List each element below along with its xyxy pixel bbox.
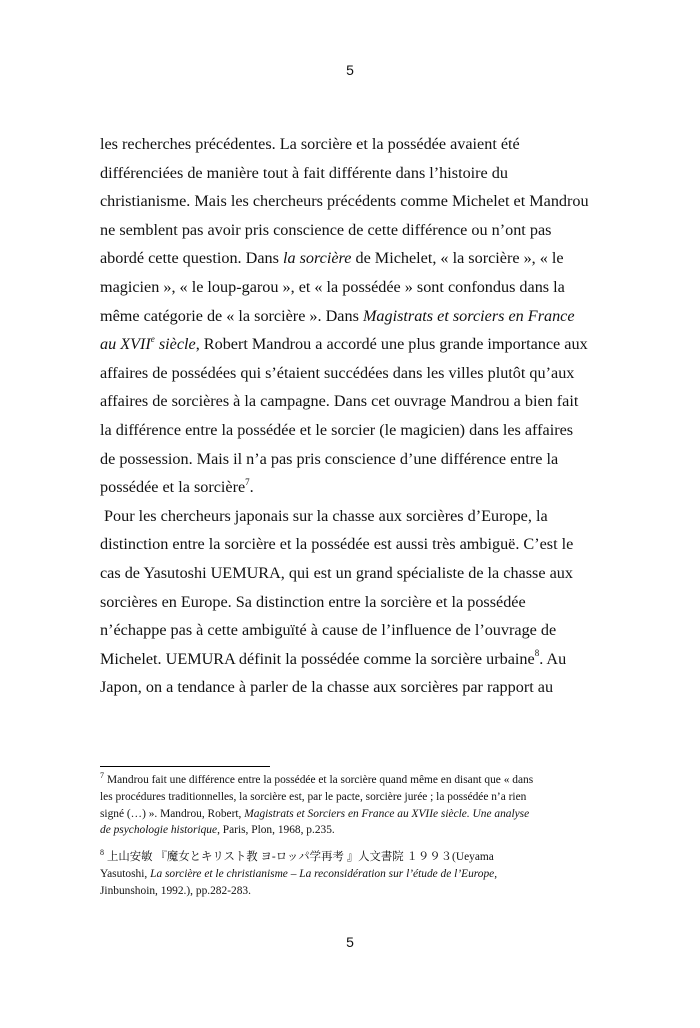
- text-line: Michelet. UEMURA définit la possédée comme la sorcière urbaine$^8$. Au: [100, 648, 567, 668]
- footnote-gap: [100, 839, 610, 849]
- footnote-7-line: les procédures traditionnelles, la sorcière est, par le pacte, sorcière jurée ; la possédée n’a rien: [100, 790, 527, 803]
- footnote-7-line: $^7$ Mandrou fait une différence entre la possédée et la sorcière quand même en disant que « dans: [100, 771, 534, 786]
- book-title-magistrats: Magistrats et sorciers en France: [362, 306, 575, 325]
- footnote-8-line: $^8$ 上山安敏 『魔女とキリスト教 ヨ-ロッパ学再考 』人文書院 １９９３(Ueyama: [100, 848, 494, 864]
- text-line: n’échappe pas à cette ambiguïté à cause de l’influence de l’ouvrage de: [100, 621, 557, 640]
- text-line: sorcières en Europe. Sa distinction entre la sorcière et la possédée: [100, 592, 526, 611]
- footnote-7-mark: 7: [100, 771, 104, 781]
- text-line: Pour les chercheurs japonais sur la chasse aux sorcières d’Europe, la: [104, 506, 548, 525]
- footnote-8-mark: 8: [100, 848, 104, 858]
- text-line: la différence entre la possédée et le sorcier (le magicien) dans les affaires: [100, 420, 574, 439]
- text-line: au XVIIe siècle, Robert Mandrou a accordé une plus grande importance aux: [100, 333, 588, 354]
- text-line: cas de Yasutoshi UEMURA, qui est un grand spécialiste de la chasse aux: [100, 563, 573, 582]
- body-text: [100, 130, 600, 702]
- footnote-7-line: de psychologie historique, Paris, Plon, 1968, p.235.: [100, 824, 335, 837]
- text-line: même catégorie de « la sorcière ». Dans Magistrats et sorciers en France: [100, 306, 575, 325]
- text-line: christianisme. Mais les chercheurs précédents comme Michelet et Mandrou: [100, 192, 589, 211]
- footnotes: [100, 772, 610, 900]
- page-number-top: 5: [346, 62, 354, 78]
- book-title-la-sorciere: la sorcière: [282, 249, 352, 268]
- footnote-ref-7[interactable]: 7: [245, 476, 250, 487]
- footnote-7-line: signé (…) ». Mandrou, Robert, Magistrats et Sorciers en France au XVIIe siècle. Une analyse: [100, 807, 530, 820]
- text-line: ne semblent pas avoir pris conscience de cette différence ou n’ont pas: [100, 220, 552, 239]
- footnote-8-line: Yasutoshi, La sorcière et le christianisme – La reconsidération sur l’étude de l’Europe,: [100, 867, 498, 880]
- text-line: Japon, on a tendance à parler de la chasse aux sorcières par rapport au: [100, 678, 554, 697]
- footnote-8-line: Jinbunshoin, 1992.), pp.282-283.: [100, 884, 251, 897]
- text-line: magicien », « le loup-garou », et « la possédée » sont confondus dans la: [100, 277, 565, 296]
- footnote-ref-8[interactable]: 8: [534, 648, 540, 659]
- footnote-separator: [100, 766, 270, 767]
- text-line: abordé cette question. Dans la sorcière de Michelet, « la sorcière », « le: [100, 249, 564, 268]
- text-line: affaires de sorcières à la campagne. Dans cet ouvrage Mandrou a bien fait: [100, 392, 579, 411]
- text-line: possédée et la sorcière$^7$.: [100, 476, 254, 497]
- text-line: différenciées de manière tout à fait différente dans l’histoire du: [100, 163, 508, 182]
- text-line: de possession. Mais il n’a pas pris conscience d’une différence entre la: [100, 449, 559, 468]
- page-number-bottom: 5: [346, 934, 354, 950]
- text-line: distinction entre la sorcière et la possédée est aussi très ambiguë. C’est le: [100, 535, 574, 554]
- text-line: les recherches précédentes. La sorcière et la possédée avaient été: [100, 135, 520, 153]
- book-title-continued: au XVIIe siècle: [100, 333, 196, 354]
- text-line: affaires de possédées qui s’étaient succédées dans les villes plutôt qu’aux: [100, 363, 575, 382]
